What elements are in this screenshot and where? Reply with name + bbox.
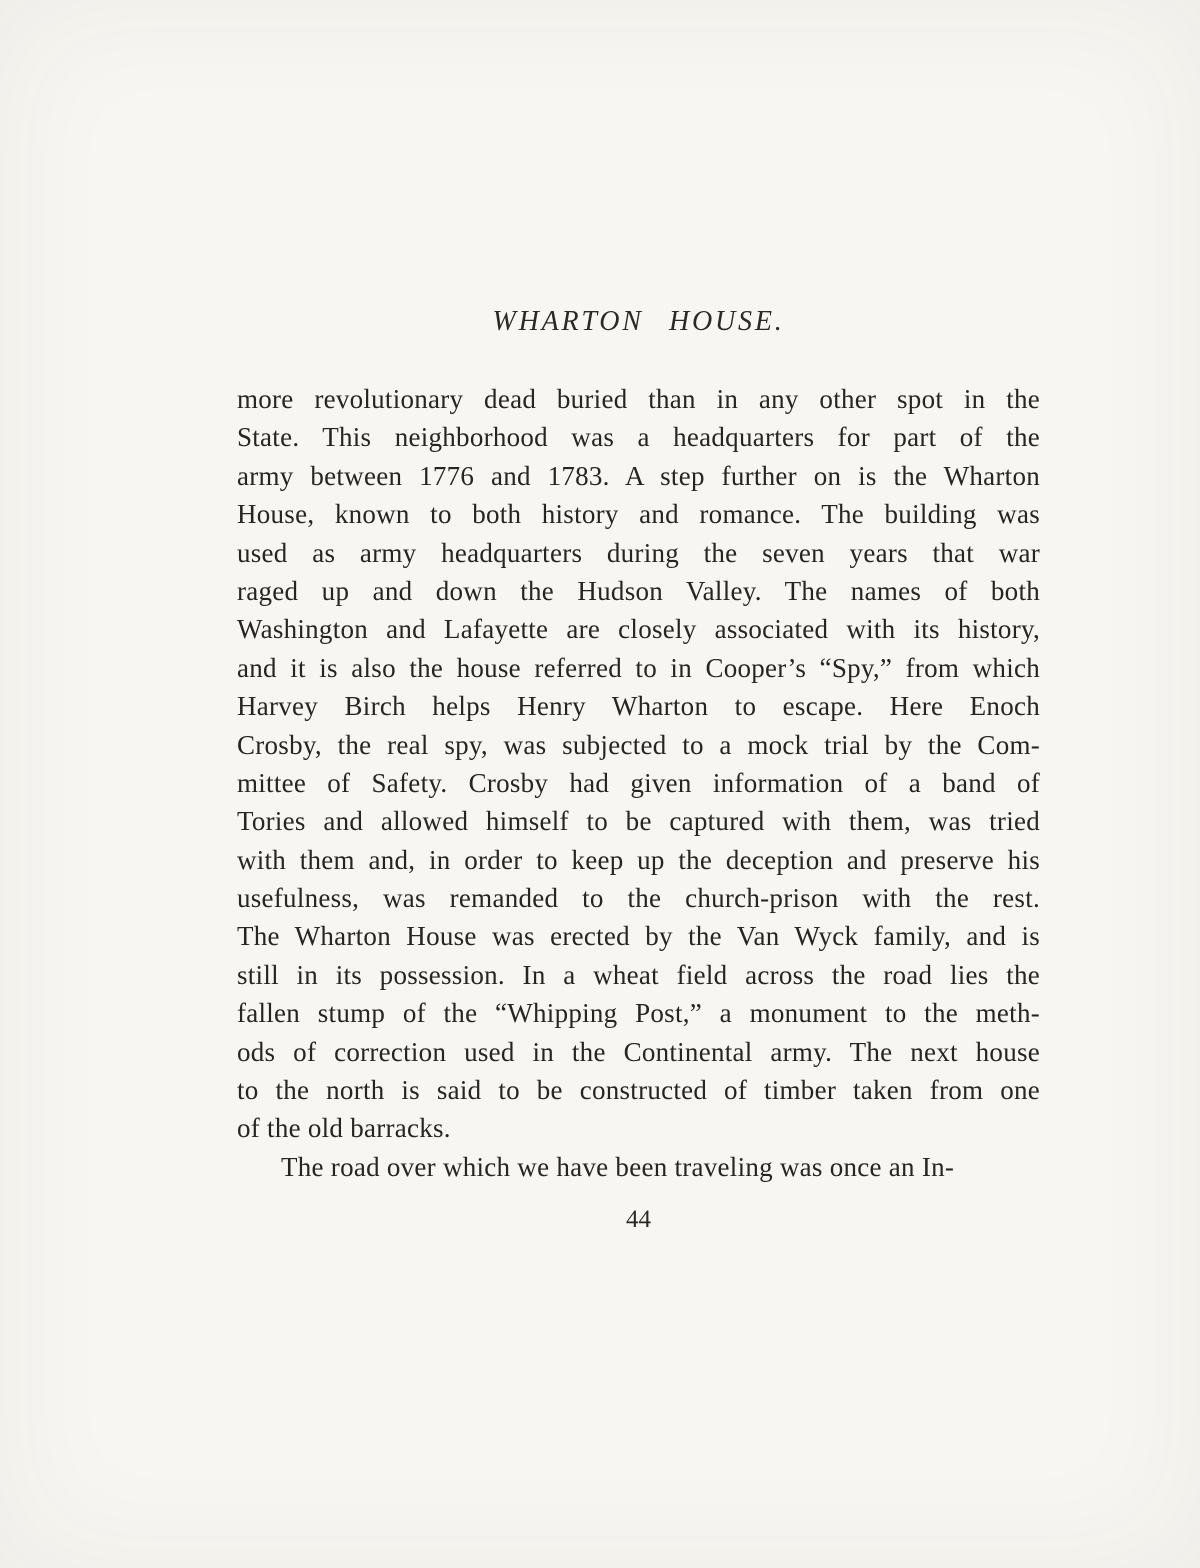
text-line: Harvey Birch helps Henry Wharton to escape. Here Enoch xyxy=(237,691,1040,722)
running-title: WHARTON HOUSE. xyxy=(492,306,785,337)
page-number: 44 xyxy=(626,1206,651,1233)
text-line: Washington and Lafayette are closely associated with its history, xyxy=(237,614,1040,645)
text-line: army between 1776 and 1783. A step further on is the Wharton xyxy=(237,460,1040,491)
text-line: Crosby, the real spy, was subjected to a mock trial by the Com- xyxy=(237,729,1040,760)
paragraph-new xyxy=(237,1148,1040,1186)
text-block xyxy=(237,380,1040,1186)
text-line: House, known to both history and romance. The building was xyxy=(237,499,1040,530)
text-line: The Wharton House was erected by the Van Wyck family, and is xyxy=(237,921,1040,952)
text-line: still in its possession. In a wheat field across the road lies the xyxy=(237,959,1040,990)
text-line: more revolutionary dead buried than in any other spot in the xyxy=(237,384,1040,414)
text-line: fallen stump of the “Whipping Post,” a monument to the meth- xyxy=(237,998,1040,1029)
text-line: The road over which we have been traveling was once an In- xyxy=(281,1151,955,1182)
text-line: Tories and allowed himself to be captured with them, was tried xyxy=(237,806,1040,837)
text-line: used as army headquarters during the seven years that war xyxy=(237,537,1040,568)
text-line: to the north is said to be constructed of timber taken from one xyxy=(237,1075,1040,1106)
paragraph-continued xyxy=(237,380,1040,1148)
text-line: State. This neighborhood was a headquarters for part of the xyxy=(237,422,1040,453)
text-line: ods of correction used in the Continental army. The next house xyxy=(237,1036,1040,1067)
text-line: with them and, in order to keep up the deception and preserve his xyxy=(237,844,1040,875)
text-line: mittee of Safety. Crosby had given information of a band of xyxy=(237,767,1040,798)
text-line: raged up and down the Hudson Valley. The names of both xyxy=(237,575,1040,606)
text-line: of the old barracks. xyxy=(237,1113,451,1144)
text-line: usefulness, was remanded to the church-prison with the rest. xyxy=(237,883,1040,914)
text-line: and it is also the house referred to in Cooper’s “Spy,” from which xyxy=(237,652,1040,683)
